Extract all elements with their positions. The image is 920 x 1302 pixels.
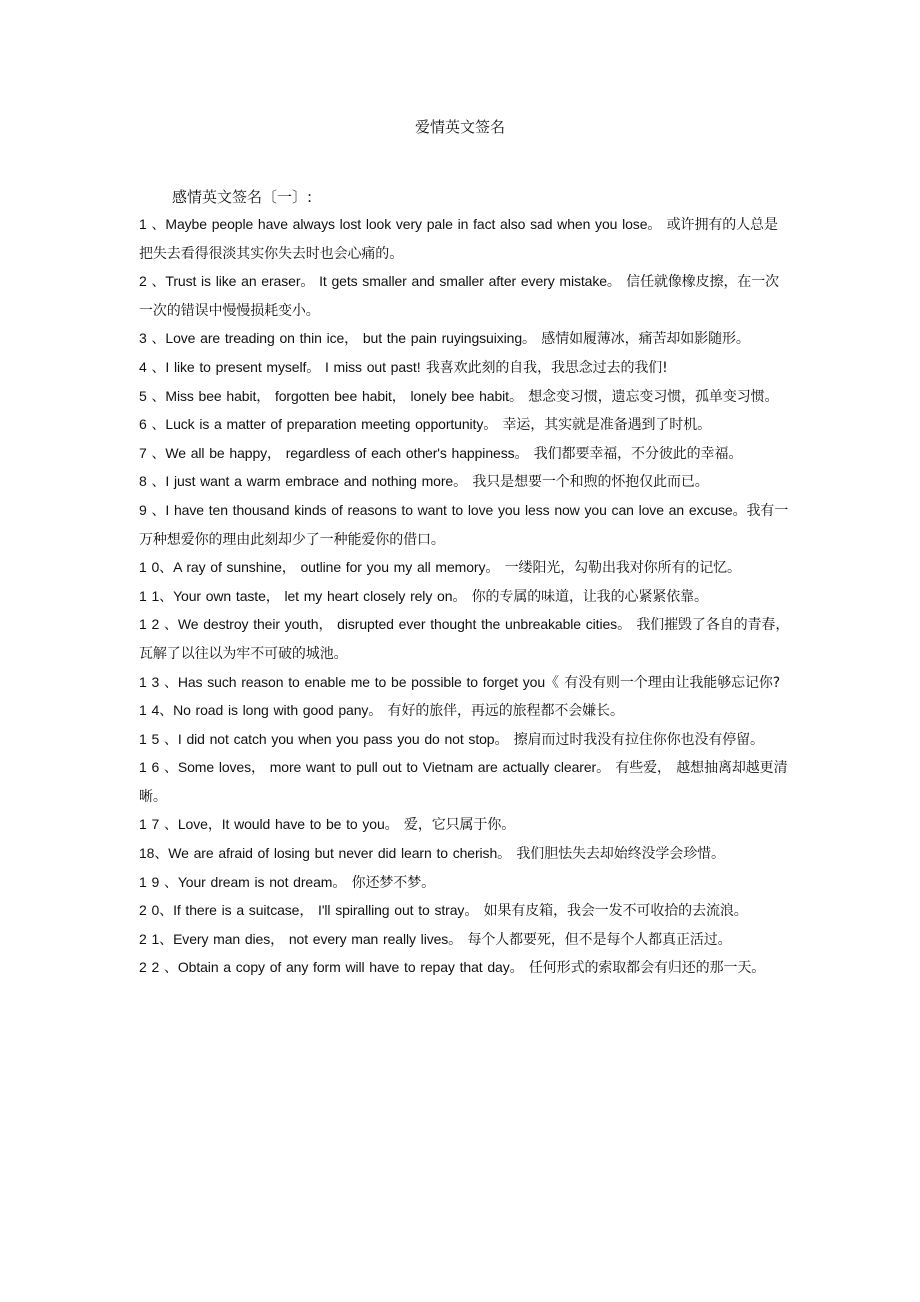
item-number: 1 5 、 <box>139 730 178 747</box>
item-number: 9 、 <box>139 501 166 518</box>
item-number: 1 7 、 <box>139 816 178 833</box>
item-english: Love are treading on thin ice， but the pain ruyingsuixing。 <box>165 330 536 347</box>
item-english: I have ten thousand kinds of reasons to want to love you less now you can love an excuse。 <box>165 501 747 518</box>
list-item <box>139 811 791 840</box>
item-chinese: 擦肩而过时我没有拉住你你也没有停留。 <box>508 731 764 748</box>
item-number: 2 1、 <box>139 930 174 947</box>
item-number: 7 、 <box>139 444 166 461</box>
item-chinese: 有些爱， 越想抽离却越更清晰。 <box>139 760 788 805</box>
item-chinese: 你的专属的味道，让我的心紧紧依靠。 <box>466 588 708 605</box>
item-chinese: 有好的旅伴，再远的旅程都不会嫌长。 <box>382 703 624 720</box>
item-english: We are afraid of losing but never did learn to cherish。 <box>168 845 512 862</box>
item-chinese: 我只是想要一个和煦的怀抱仅此而已。 <box>467 474 709 491</box>
item-number: 1 、 <box>139 216 166 232</box>
list-item <box>139 268 791 325</box>
item-english: Has such reason to enable me to be possible to forget you《 <box>177 673 559 690</box>
list-item <box>139 411 791 440</box>
item-number: 1 3 、 <box>139 673 178 690</box>
item-english: We destroy their youth， disrupted ever thought the unbreakable cities。 <box>177 616 631 633</box>
item-chinese: 我们摧毁了各自的青春，瓦解了以往以为牢不可破的城池。 <box>139 617 790 662</box>
item-english: I like to present myself。 I miss out past! <box>165 358 421 375</box>
item-chinese: 幸运，其实就是准备遇到了时机。 <box>497 417 712 434</box>
list-item <box>139 669 791 698</box>
item-chinese: 想念变习惯，遗忘变习惯，孤单变习惯。 <box>522 388 779 405</box>
item-english: A ray of sunshine， outline for you my all memory。 <box>173 559 500 576</box>
item-chinese: 任何形式的索取都会有归还的那一天。 <box>523 960 766 977</box>
item-number: 8 、 <box>139 473 166 490</box>
item-chinese: 每个人都要死，但不是每个人都真正活过。 <box>462 931 732 948</box>
list-item <box>139 554 791 583</box>
list-item <box>139 954 791 983</box>
item-number: 18、 <box>139 845 169 862</box>
list-item <box>139 754 791 811</box>
list-item <box>139 440 791 469</box>
item-number: 1 1、 <box>139 587 174 604</box>
item-english: Miss bee habit， forgotten bee habit， lonely bee habit。 <box>165 387 523 404</box>
item-english: Trust is like an eraser。 It gets smaller and smaller after every mistake。 <box>165 273 621 290</box>
item-chinese: 爱，它只属于你。 <box>398 817 516 834</box>
item-english: Love，It would have to be to you。 <box>177 816 399 833</box>
list-item <box>139 468 791 497</box>
item-number: 1 2 、 <box>139 616 178 633</box>
item-number: 1 0、 <box>139 559 174 576</box>
list-item <box>139 840 791 869</box>
list-item <box>139 211 791 268</box>
item-number: 4 、 <box>139 358 166 375</box>
item-english: I did not catch you when you pass you do not stop。 <box>177 730 509 747</box>
list-item <box>139 383 791 412</box>
list-item <box>139 697 791 726</box>
item-number: 6 、 <box>139 416 166 433</box>
item-number: 2 2 、 <box>139 959 178 976</box>
list-item <box>139 897 791 926</box>
item-number: 1 4、 <box>139 702 174 719</box>
item-chinese: 有没有则一个理由让我能够忘记你? <box>558 674 781 691</box>
list-item <box>139 583 791 612</box>
item-chinese: 我有一万种想爱你的理由此刻却少了一种能爱你的借口。 <box>139 502 789 548</box>
item-chinese: 如果有皮箱，我会一发不可收拾的去流浪。 <box>478 903 748 920</box>
item-number: 5 、 <box>139 387 166 404</box>
item-english: If there is a suitcase， I'll spiralling out to stray。 <box>173 902 479 919</box>
item-chinese: 或许拥有的人总是把失去看得很淡其实你失去时也会心痛的。 <box>139 217 778 262</box>
item-chinese: 信任就像橡皮擦，在一次一次的错误中慢慢损耗变小。 <box>139 274 780 319</box>
item-english: Every man dies， not every man really lives。 <box>173 930 463 947</box>
list-item <box>139 869 791 898</box>
item-english: I just want a warm embrace and nothing more。 <box>165 473 468 490</box>
list-item <box>139 354 791 383</box>
item-english: We all be happy， regardless of each other's happiness。 <box>165 444 529 461</box>
list-item <box>139 611 791 668</box>
item-english: Maybe people have always lost look very pale in fact also sad when you lose。 <box>165 216 662 232</box>
item-chinese: 一缕阳光，勾勒出我对你所有的记忆。 <box>499 560 741 577</box>
item-english: Your dream is not dream。 <box>177 873 347 890</box>
item-chinese: 我们都要幸福，不分彼此的幸福。 <box>528 445 743 462</box>
quote-list <box>139 211 791 983</box>
item-english: Some loves， more want to pull out to Vietnam are actually clearer。 <box>177 759 610 776</box>
page-title: 爱情英文签名 <box>414 118 505 136</box>
section-subtitle: 感情英文签名〔一〕: <box>172 188 313 206</box>
item-chinese: 我们胆怯失去却始终没学会珍惜。 <box>511 846 725 863</box>
list-item <box>139 926 791 955</box>
item-chinese: 感情如履薄冰，痛苦却如影随形。 <box>535 331 750 348</box>
item-number: 1 9 、 <box>139 873 178 890</box>
item-english: Luck is a matter of preparation meeting opportunity。 <box>165 416 498 433</box>
item-number: 2 、 <box>139 273 166 290</box>
list-item <box>139 726 791 755</box>
item-number: 3 、 <box>139 330 166 347</box>
item-english: Your own taste， let my heart closely rely on。 <box>173 587 467 604</box>
item-number: 2 0、 <box>139 902 174 919</box>
list-item <box>139 325 791 354</box>
item-chinese: 我喜欢此刻的自我，我思念过去的我们! <box>420 359 668 376</box>
item-english: No road is long with good pany。 <box>173 702 383 719</box>
item-number: 1 6 、 <box>139 759 178 776</box>
item-chinese: 你还梦不梦。 <box>346 874 435 891</box>
item-english: Obtain a copy of any form will have to repay that day。 <box>177 959 524 976</box>
list-item <box>139 497 791 554</box>
